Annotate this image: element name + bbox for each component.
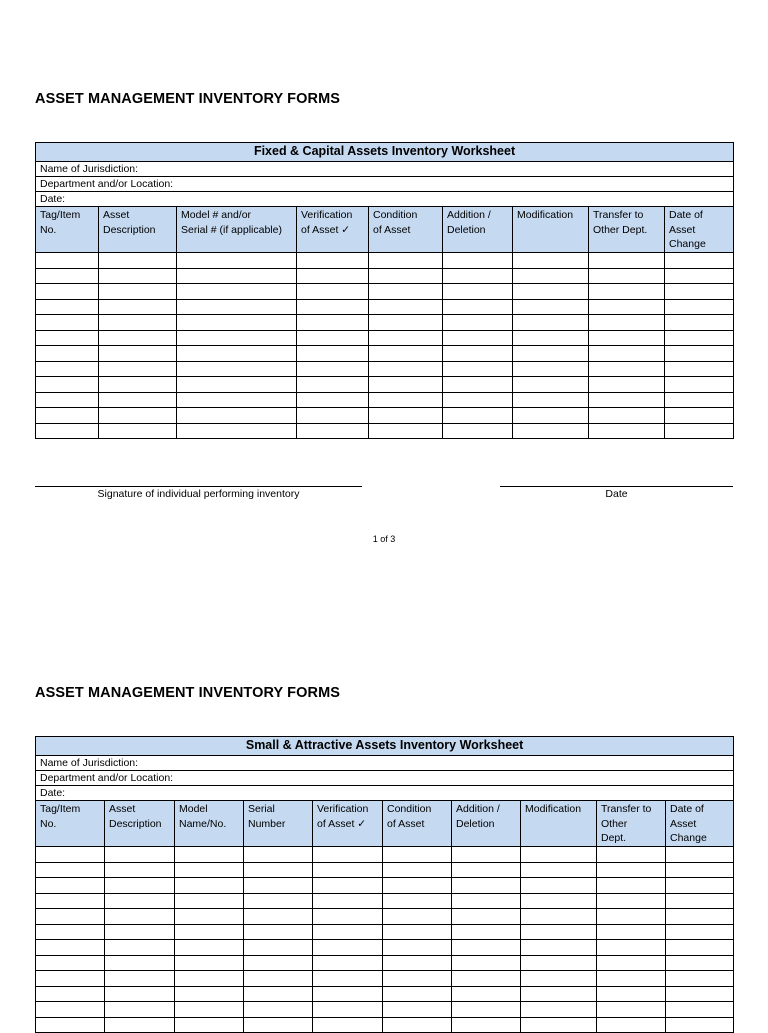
table-cell[interactable] — [36, 315, 99, 331]
table-cell[interactable] — [383, 893, 452, 909]
table-cell[interactable] — [597, 955, 666, 971]
table-cell[interactable] — [105, 971, 175, 987]
table-cell[interactable] — [105, 878, 175, 894]
table-cell[interactable] — [297, 268, 369, 284]
table-cell[interactable] — [452, 955, 521, 971]
table-row — [36, 315, 734, 331]
table-cell[interactable] — [383, 955, 452, 971]
table-cell[interactable] — [244, 862, 313, 878]
table-cell[interactable] — [597, 1017, 666, 1033]
table-cell[interactable] — [513, 315, 589, 331]
table-cell[interactable] — [36, 408, 99, 424]
table-cell[interactable] — [36, 909, 105, 925]
table-cell[interactable] — [297, 284, 369, 300]
column-header: Model # and/or Serial # (if applicable) — [177, 207, 297, 253]
table-row — [36, 423, 734, 439]
table-cell[interactable] — [452, 1017, 521, 1033]
table-cell[interactable] — [244, 893, 313, 909]
table-cell[interactable] — [383, 971, 452, 987]
table-cell[interactable] — [666, 955, 734, 971]
table-cell[interactable] — [244, 1002, 313, 1018]
table-row — [36, 361, 734, 377]
table-row — [36, 253, 734, 269]
table-cell[interactable] — [443, 361, 513, 377]
table-cell[interactable] — [175, 909, 244, 925]
table-cell[interactable] — [177, 315, 297, 331]
table-cell[interactable] — [175, 971, 244, 987]
jurisdiction-field[interactable]: Name of Jurisdiction: — [36, 162, 734, 177]
table-row — [36, 1017, 734, 1033]
department-location-field[interactable]: Department and/or Location: — [36, 771, 734, 786]
table-row — [36, 878, 734, 894]
column-header: Date of Asset Change — [666, 801, 734, 847]
table-cell[interactable] — [521, 862, 597, 878]
table-cell[interactable] — [177, 268, 297, 284]
table-cell[interactable] — [99, 377, 177, 393]
table-cell[interactable] — [99, 315, 177, 331]
table-cell[interactable] — [369, 268, 443, 284]
signature-line[interactable] — [35, 486, 362, 487]
table-cell[interactable] — [369, 330, 443, 346]
table-cell[interactable] — [175, 1002, 244, 1018]
table-cell[interactable] — [99, 253, 177, 269]
table-cell[interactable] — [666, 847, 734, 863]
table-cell[interactable] — [589, 268, 665, 284]
table-cell[interactable] — [297, 377, 369, 393]
table-row — [36, 330, 734, 346]
table-cell[interactable] — [665, 423, 734, 439]
table-cell[interactable] — [597, 862, 666, 878]
table-cell[interactable] — [244, 971, 313, 987]
column-header: Verification of Asset ✓ — [297, 207, 369, 253]
table-cell[interactable] — [36, 924, 105, 940]
table-cell[interactable] — [36, 847, 105, 863]
table-cell[interactable] — [105, 940, 175, 956]
table-cell[interactable] — [521, 955, 597, 971]
table-cell[interactable] — [244, 924, 313, 940]
table-cell[interactable] — [513, 330, 589, 346]
table-cell[interactable] — [244, 955, 313, 971]
table-cell[interactable] — [443, 330, 513, 346]
table-cell[interactable] — [665, 408, 734, 424]
table-cell[interactable] — [513, 408, 589, 424]
table-cell[interactable] — [513, 284, 589, 300]
table-cell[interactable] — [443, 423, 513, 439]
table-cell[interactable] — [175, 986, 244, 1002]
table-row — [36, 847, 734, 863]
table-cell[interactable] — [99, 268, 177, 284]
table-cell[interactable] — [297, 299, 369, 315]
table-cell[interactable] — [369, 423, 443, 439]
table-cell[interactable] — [369, 408, 443, 424]
table-cell[interactable] — [244, 940, 313, 956]
table-cell[interactable] — [105, 924, 175, 940]
table-cell[interactable] — [521, 847, 597, 863]
table-cell[interactable] — [313, 971, 383, 987]
table-cell[interactable] — [36, 1002, 105, 1018]
jurisdiction-field[interactable]: Name of Jurisdiction: — [36, 756, 734, 771]
table-cell[interactable] — [297, 423, 369, 439]
table-cell[interactable] — [177, 392, 297, 408]
table-cell[interactable] — [665, 330, 734, 346]
table-cell[interactable] — [666, 1017, 734, 1033]
table-cell[interactable] — [177, 423, 297, 439]
table-cell[interactable] — [521, 893, 597, 909]
column-header: Condition of Asset — [369, 207, 443, 253]
column-header: Modification — [513, 207, 589, 253]
table-cell[interactable] — [36, 986, 105, 1002]
table-cell[interactable] — [452, 1002, 521, 1018]
table-cell[interactable] — [177, 284, 297, 300]
table-cell[interactable] — [383, 940, 452, 956]
table-cell[interactable] — [36, 878, 105, 894]
table-cell[interactable] — [521, 878, 597, 894]
department-location-field[interactable]: Department and/or Location: — [36, 177, 734, 192]
table-cell[interactable] — [36, 299, 99, 315]
table-cell[interactable] — [383, 986, 452, 1002]
table-cell[interactable] — [597, 878, 666, 894]
signature-label: Signature of individual performing inventory — [97, 488, 300, 500]
table-row — [36, 377, 734, 393]
table-cell[interactable] — [383, 1002, 452, 1018]
table-cell[interactable] — [666, 878, 734, 894]
table-cell[interactable] — [589, 423, 665, 439]
table-row — [36, 955, 734, 971]
table-cell[interactable] — [443, 253, 513, 269]
table-cell[interactable] — [99, 408, 177, 424]
table-cell[interactable] — [452, 986, 521, 1002]
table-cell[interactable] — [452, 924, 521, 940]
table-row — [36, 392, 734, 408]
table-cell[interactable] — [36, 423, 99, 439]
table-cell[interactable] — [36, 971, 105, 987]
table-cell[interactable] — [175, 847, 244, 863]
table-cell[interactable] — [597, 940, 666, 956]
column-header: Asset Description — [105, 801, 175, 847]
column-header: Date of Asset Change — [665, 207, 734, 253]
table-cell[interactable] — [521, 971, 597, 987]
table-cell[interactable] — [589, 330, 665, 346]
table-cell[interactable] — [244, 847, 313, 863]
table-cell[interactable] — [105, 1002, 175, 1018]
table-cell[interactable] — [521, 1002, 597, 1018]
table-cell[interactable] — [452, 878, 521, 894]
table-cell[interactable] — [369, 392, 443, 408]
table-cell[interactable] — [36, 361, 99, 377]
column-header: Tag/Item No. — [36, 207, 99, 253]
table-cell[interactable] — [99, 392, 177, 408]
table-cell[interactable] — [99, 423, 177, 439]
table-cell[interactable] — [443, 408, 513, 424]
table-row — [36, 299, 734, 315]
table-cell[interactable] — [244, 878, 313, 894]
table-row — [36, 284, 734, 300]
column-header: Addition / Deletion — [452, 801, 521, 847]
date-field[interactable]: Date: — [36, 786, 734, 801]
table-cell[interactable] — [36, 330, 99, 346]
table-cell[interactable] — [177, 361, 297, 377]
table-cell[interactable] — [589, 299, 665, 315]
column-header: Asset Description — [99, 207, 177, 253]
table-cell[interactable] — [297, 253, 369, 269]
column-header: Addition / Deletion — [443, 207, 513, 253]
table-cell[interactable] — [513, 392, 589, 408]
page-number: 1 of 3 — [372, 534, 396, 544]
table-cell[interactable] — [313, 909, 383, 925]
table-cell[interactable] — [443, 392, 513, 408]
table-cell[interactable] — [513, 377, 589, 393]
table-cell[interactable] — [452, 893, 521, 909]
table-cell[interactable] — [597, 971, 666, 987]
table-cell[interactable] — [99, 284, 177, 300]
table-cell[interactable] — [36, 1017, 105, 1033]
table-cell[interactable] — [36, 862, 105, 878]
table-row — [36, 986, 734, 1002]
table-cell[interactable] — [521, 1017, 597, 1033]
table-cell[interactable] — [383, 878, 452, 894]
table-cell[interactable] — [513, 423, 589, 439]
table-cell[interactable] — [369, 377, 443, 393]
table-cell[interactable] — [313, 986, 383, 1002]
table-cell[interactable] — [177, 346, 297, 362]
table-cell[interactable] — [99, 346, 177, 362]
table-cell[interactable] — [177, 253, 297, 269]
table-cell[interactable] — [665, 268, 734, 284]
column-header: Condition of Asset — [383, 801, 452, 847]
table-cell[interactable] — [589, 408, 665, 424]
worksheet-title: Small & Attractive Assets Inventory Worksheet — [36, 737, 734, 756]
table-cell[interactable] — [313, 1017, 383, 1033]
column-header: Tag/Item No. — [36, 801, 105, 847]
table-cell[interactable] — [175, 1017, 244, 1033]
table-cell[interactable] — [452, 862, 521, 878]
table-cell[interactable] — [369, 346, 443, 362]
table-cell[interactable] — [105, 986, 175, 1002]
table-cell[interactable] — [244, 1017, 313, 1033]
table-cell[interactable] — [443, 268, 513, 284]
table-cell[interactable] — [521, 986, 597, 1002]
table-cell[interactable] — [597, 909, 666, 925]
table-cell[interactable] — [99, 299, 177, 315]
table-cell[interactable] — [105, 909, 175, 925]
column-header-row — [36, 207, 734, 253]
table-row — [36, 909, 734, 925]
table-cell[interactable] — [313, 1002, 383, 1018]
table-cell[interactable] — [443, 315, 513, 331]
table-cell[interactable] — [36, 893, 105, 909]
table-cell[interactable] — [383, 909, 452, 925]
column-header: Serial Number — [244, 801, 313, 847]
table-cell[interactable] — [369, 253, 443, 269]
table-cell[interactable] — [665, 361, 734, 377]
table-row — [36, 862, 734, 878]
table-cell[interactable] — [666, 924, 734, 940]
table-cell[interactable] — [513, 268, 589, 284]
table-row — [36, 1002, 734, 1018]
table-cell[interactable] — [383, 862, 452, 878]
table-cell[interactable] — [244, 909, 313, 925]
table-cell[interactable] — [666, 862, 734, 878]
table-cell[interactable] — [313, 862, 383, 878]
table-cell[interactable] — [665, 377, 734, 393]
table-row — [36, 408, 734, 424]
table-cell[interactable] — [313, 955, 383, 971]
table-cell[interactable] — [513, 361, 589, 377]
table-cell[interactable] — [589, 315, 665, 331]
date-signature-line[interactable] — [500, 486, 733, 487]
table-cell[interactable] — [597, 986, 666, 1002]
table-cell[interactable] — [521, 924, 597, 940]
table-cell[interactable] — [665, 299, 734, 315]
table-cell[interactable] — [36, 955, 105, 971]
table-cell[interactable] — [36, 346, 99, 362]
table-cell[interactable] — [443, 299, 513, 315]
table-cell[interactable] — [313, 847, 383, 863]
table-row — [36, 940, 734, 956]
table-cell[interactable] — [297, 315, 369, 331]
table-cell[interactable] — [665, 346, 734, 362]
table-cell[interactable] — [589, 346, 665, 362]
table-cell[interactable] — [369, 299, 443, 315]
table-cell[interactable] — [521, 909, 597, 925]
small-attractive-assets-worksheet-table — [35, 736, 734, 1033]
table-cell[interactable] — [297, 408, 369, 424]
column-header: Transfer to Other Dept. — [597, 801, 666, 847]
fixed-assets-worksheet-table — [35, 142, 734, 439]
worksheet-title: Fixed & Capital Assets Inventory Worksheet — [36, 143, 734, 162]
table-cell[interactable] — [177, 377, 297, 393]
table-cell[interactable] — [589, 253, 665, 269]
table-cell[interactable] — [177, 299, 297, 315]
table-cell[interactable] — [175, 924, 244, 940]
table-cell[interactable] — [589, 284, 665, 300]
table-cell[interactable] — [36, 268, 99, 284]
table-cell[interactable] — [36, 284, 99, 300]
table-cell[interactable] — [36, 392, 99, 408]
table-cell[interactable] — [589, 361, 665, 377]
table-cell[interactable] — [105, 847, 175, 863]
table-cell[interactable] — [383, 924, 452, 940]
table-cell[interactable] — [36, 253, 99, 269]
table-row — [36, 268, 734, 284]
table-cell[interactable] — [175, 955, 244, 971]
table-cell[interactable] — [597, 1002, 666, 1018]
date-label: Date — [605, 488, 628, 500]
table-cell[interactable] — [597, 847, 666, 863]
table-cell[interactable] — [105, 955, 175, 971]
page-heading: ASSET MANAGEMENT INVENTORY FORMS — [35, 91, 341, 107]
table-cell[interactable] — [383, 1017, 452, 1033]
table-cell[interactable] — [36, 940, 105, 956]
table-cell[interactable] — [369, 361, 443, 377]
table-row — [36, 924, 734, 940]
date-field[interactable]: Date: — [36, 192, 734, 207]
table-cell[interactable] — [521, 940, 597, 956]
table-cell[interactable] — [452, 940, 521, 956]
table-cell[interactable] — [666, 986, 734, 1002]
table-row — [36, 971, 734, 987]
table-cell[interactable] — [369, 315, 443, 331]
table-cell[interactable] — [666, 940, 734, 956]
table-row — [36, 893, 734, 909]
table-cell[interactable] — [175, 940, 244, 956]
table-cell[interactable] — [313, 893, 383, 909]
table-cell[interactable] — [513, 253, 589, 269]
table-cell[interactable] — [36, 377, 99, 393]
table-cell[interactable] — [99, 361, 177, 377]
table-cell[interactable] — [666, 893, 734, 909]
table-cell[interactable] — [175, 878, 244, 894]
table-cell[interactable] — [665, 315, 734, 331]
table-cell[interactable] — [666, 1002, 734, 1018]
table-cell[interactable] — [177, 408, 297, 424]
table-cell[interactable] — [665, 392, 734, 408]
column-header-row — [36, 801, 734, 847]
table-cell[interactable] — [443, 284, 513, 300]
table-cell[interactable] — [105, 893, 175, 909]
table-cell[interactable] — [443, 346, 513, 362]
table-cell[interactable] — [105, 862, 175, 878]
column-header: Verification of Asset ✓ — [313, 801, 383, 847]
table-cell[interactable] — [297, 346, 369, 362]
table-cell[interactable] — [175, 893, 244, 909]
table-cell[interactable] — [589, 377, 665, 393]
table-cell[interactable] — [297, 361, 369, 377]
table-row — [36, 346, 734, 362]
table-cell[interactable] — [297, 392, 369, 408]
table-cell[interactable] — [452, 909, 521, 925]
table-cell[interactable] — [513, 346, 589, 362]
table-cell[interactable] — [443, 377, 513, 393]
table-cell[interactable] — [666, 971, 734, 987]
table-cell[interactable] — [244, 986, 313, 1002]
table-cell[interactable] — [313, 878, 383, 894]
table-cell[interactable] — [313, 924, 383, 940]
table-cell[interactable] — [105, 1017, 175, 1033]
column-header: Transfer to Other Dept. — [589, 207, 665, 253]
table-cell[interactable] — [452, 971, 521, 987]
column-header: Model Name/No. — [175, 801, 244, 847]
page-heading: ASSET MANAGEMENT INVENTORY FORMS — [35, 685, 341, 701]
table-cell[interactable] — [513, 299, 589, 315]
column-header: Modification — [521, 801, 597, 847]
table-cell[interactable] — [369, 284, 443, 300]
table-cell[interactable] — [665, 284, 734, 300]
table-cell[interactable] — [99, 330, 177, 346]
table-cell[interactable] — [177, 330, 297, 346]
table-cell[interactable] — [313, 940, 383, 956]
table-cell[interactable] — [452, 847, 521, 863]
table-cell[interactable] — [666, 909, 734, 925]
table-cell[interactable] — [597, 924, 666, 940]
table-cell[interactable] — [665, 253, 734, 269]
table-cell[interactable] — [383, 847, 452, 863]
table-cell[interactable] — [597, 893, 666, 909]
table-cell[interactable] — [297, 330, 369, 346]
table-cell[interactable] — [589, 392, 665, 408]
table-cell[interactable] — [175, 862, 244, 878]
